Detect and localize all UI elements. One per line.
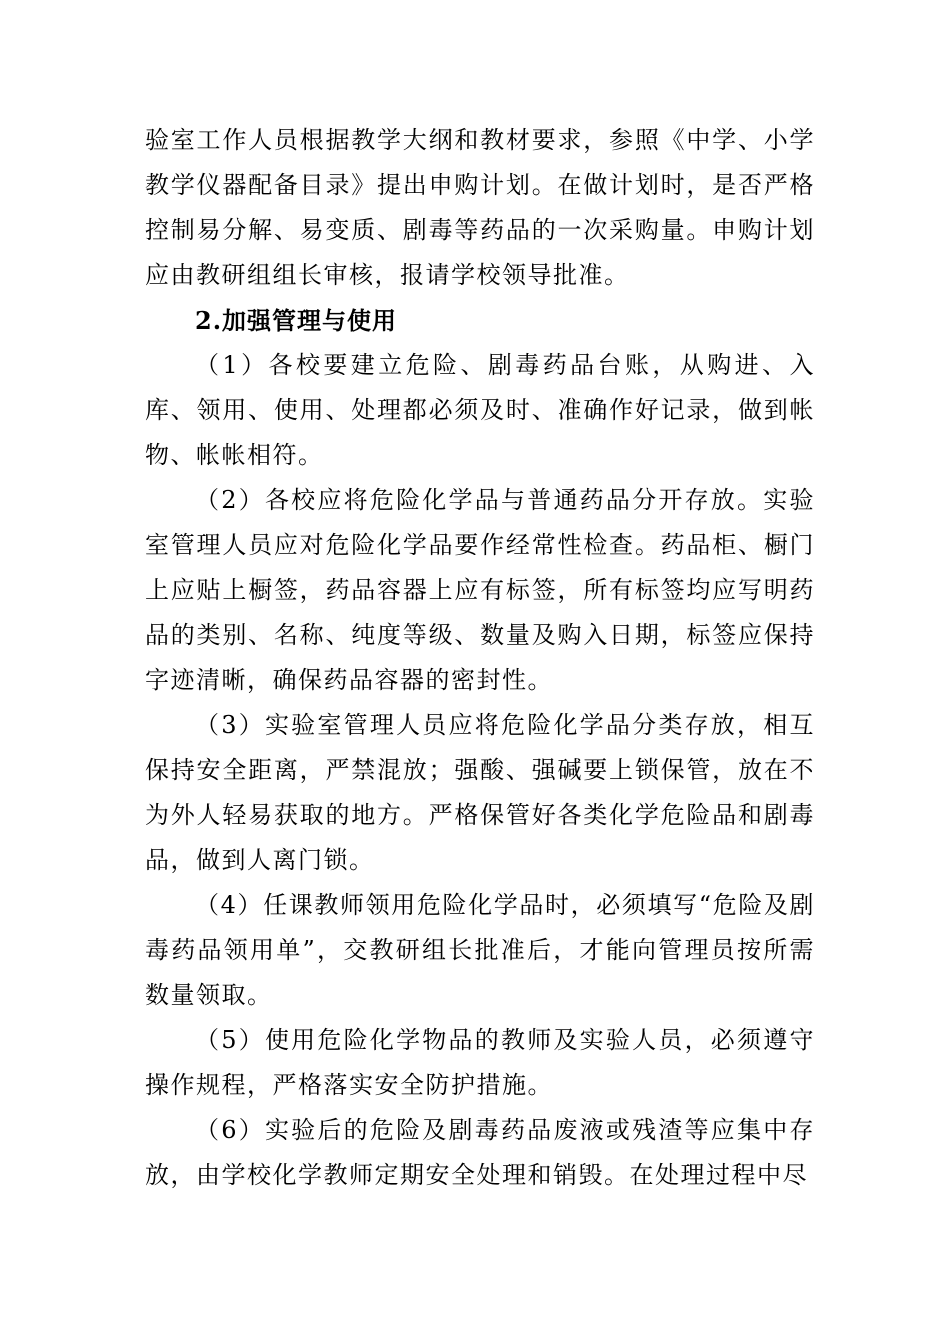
document-page <box>145 118 815 1198</box>
section-heading: 2.加强管理与使用 <box>195 306 398 335</box>
item-paragraph-3: （3）实验室管理人员应将危险化学品分类存放，相互保持安全距离，严禁混放；强酸、强碱要上锁保管，放在不为外人轻易获取的地方。严格保管好各类化学危险品和剧毒品，做到人离门锁。 <box>145 711 815 874</box>
intro-paragraph: 验室工作人员根据教学大纲和教材要求，参照《中学、小学教学仪器配备目录》提出申购计划。在做计划时，是否严格控制易分解、易变质、剧毒等药品的一次采购量。申购计划应由教研组组长审核，报请学校领导批准。 <box>145 126 815 289</box>
item-paragraph-2: （2）各校应将危险化学品与普通药品分开存放。实验室管理人员应对危险化学品要作经常性检查。药品柜、橱门上应贴上橱签，药品容器上应有标签，所有标签均应写明药品的类别、名称、纯度等级、数量及购入日期，标签应保持字迹清晰，确保药品容器的密封性。 <box>145 486 815 694</box>
item-paragraph-6: （6）实验后的危险及剧毒药品废液或残渣等应集中存放，由学校化学教师定期安全处理和销毁。在处理过程中尽 <box>145 1116 815 1189</box>
item-paragraph-5: （5）使用危险化学物品的教师及实验人员，必须遵守操作规程，严格落实安全防护措施。 <box>145 1026 815 1099</box>
item-paragraph-1: （1）各校要建立危险、剧毒药品台账，从购进、入库、领用、使用、处理都必须及时、准确作好记录，做到帐物、帐帐相符。 <box>145 351 815 469</box>
item-paragraph-4: （4）任课教师领用危险化学品时，必须填写“危险及剧毒药品领用单”，交教研组长批准后，才能向管理员按所需数量领取。 <box>145 891 815 1009</box>
